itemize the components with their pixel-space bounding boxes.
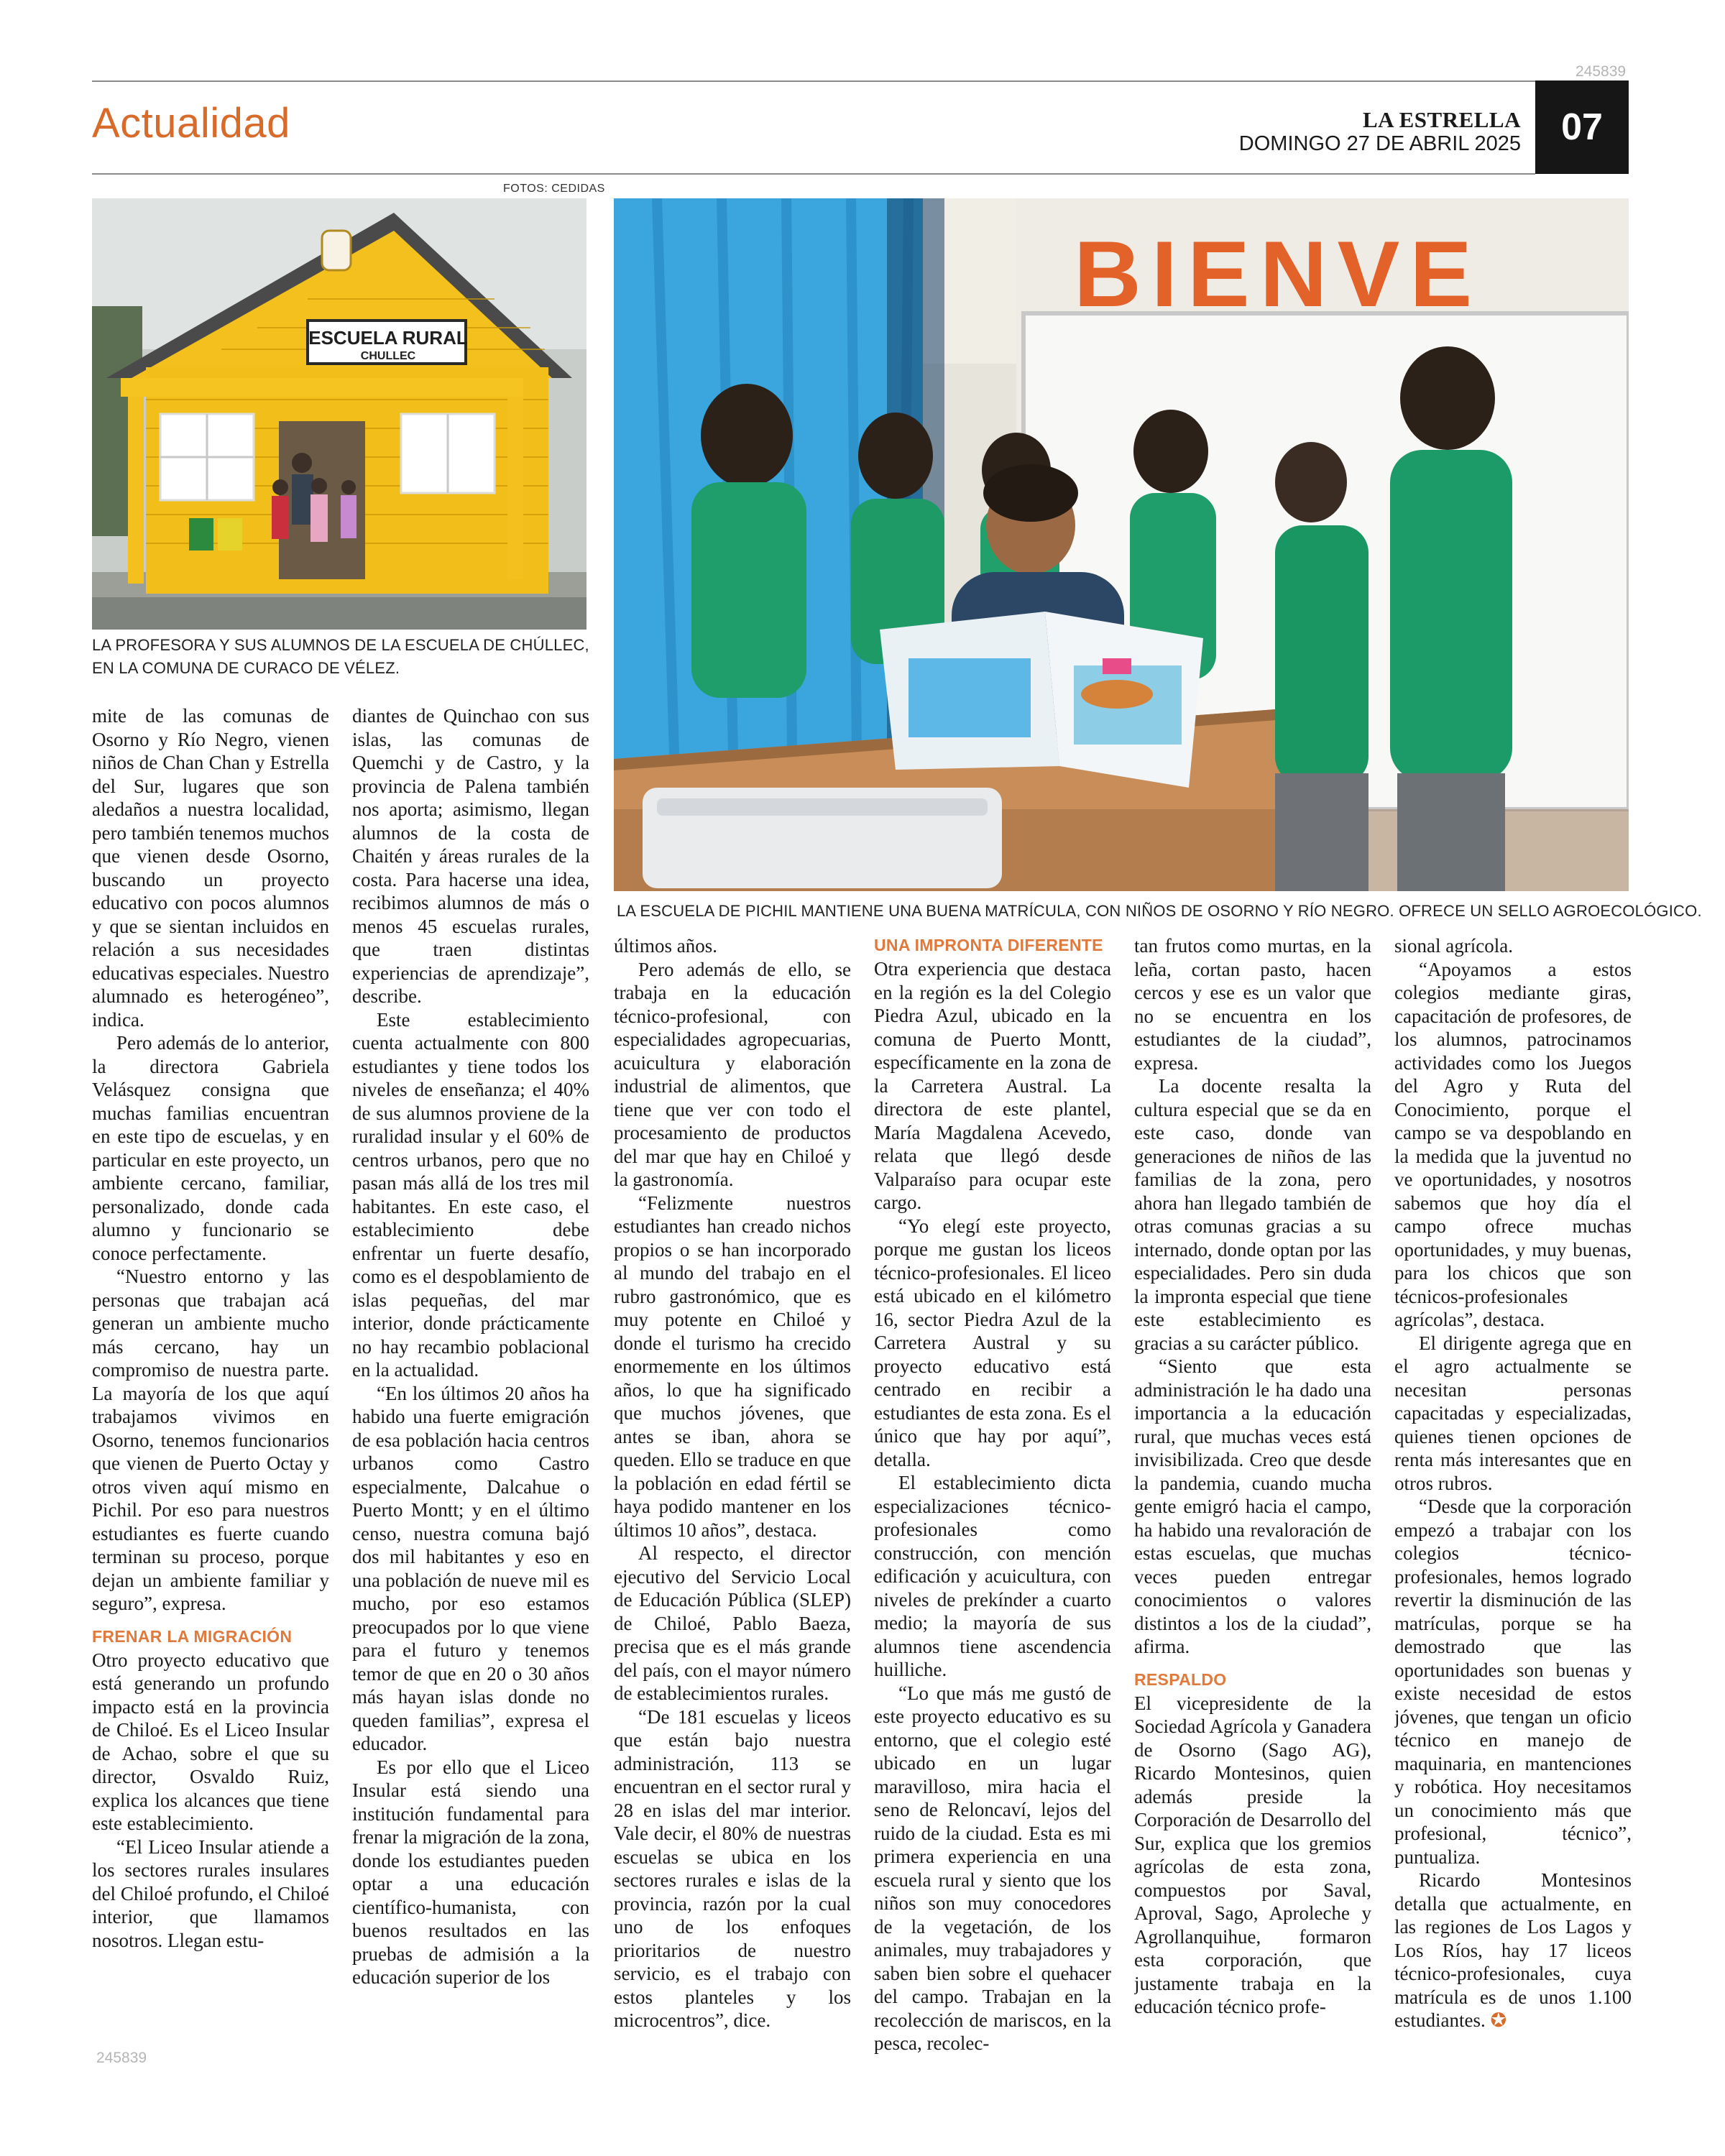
paragraph: “Apoyamos a estos colegios mediante giras, capacitación de profesores, de los alumnos, patrocinamos actividades como los Juegos del Agro y Ruta del Conocimiento, porque el campo se va despoblando en la medida que la juventud no ve oportunidades, y nosotros sabemos que hoy día el campo ofrece muchas oportunidades, y muy buenas, para los chicos que son técnicos-profesionales agrícolas”, destaca. [1394,958,1632,1330]
paragraph: “Siento que esta administración le ha dado una importancia a la educación rural, que muchas veces está invisibilizada. Creo que desde la pandemia, cuando mucha gente emigró hacia el campo, ha habido una revaloración de estas escuelas, que muchas veces pueden entregar conocimientos o valores distintos a los de la ciudad”, afirma. [1134,1355,1371,1657]
article-column-6 [1394,934,1632,2077]
page-number: 07 [1535,80,1629,174]
subheading: RESPALDO [1134,1669,1227,1689]
article-column-1 [92,704,329,2077]
classroom-banner-text: BIENVE [1074,221,1483,326]
paragraph: tan frutos como murtas, en la leña, cortan pasto, hacen cercos y ese es un valor que no se encuentra en los estudiantes de la ciudad”, expresa. [1134,935,1371,1074]
newspaper-name: LA ESTRELLA [1362,107,1521,132]
paragraph: El vicepresidente de la Sociedad Agrícola y Ganadera de Osorno (Sago AG), Ricardo Montesinos, quien además preside la Corporación de Desarrollo del Sur, explica que los gremios agrícolas de esta zona, compuestos por Saval, Aproval, Sago, Aproleche y Agrollanquihue, formaron esta corporación, que justamente trabaja en la educación técnico profe- [1134,1692,1371,2017]
paragraph: “En los últimos 20 años ha habido una fuerte emigración de esa población hacia centros urbanos como Castro especialmente, Dalcahue o Puerto Montt; y en el último censo, nuestra comuna bajó dos mil habitantes y eso en una población de nueve mil es mucho, por eso estamos preocupados por lo que viene para el futuro y tenemos temor de que en 20 o 30 años más hayan islas donde no queden familias”, expresa el educador. [352,1382,589,1754]
article-column-4 [874,934,1111,2077]
paragraph: Al respecto, el director ejecutivo del Servicio Local de Educación Pública (SLEP) de Chiloé, Pablo Baeza, precisa que es el más grande del país, con el mayor número de establecimientos rurales. [614,1542,851,1704]
paragraph: El establecimiento dicta especializaciones técnico-profesionales como construcción, con mención edificación y acuicultura, con niveles de prekínder a cuarto medio; la mayoría de sus alumnos tiene ascendencia huilliche. [874,1472,1111,1680]
paragraph: Otra experiencia que destaca en la región es la del Colegio Piedra Azul, ubicado en la comuna de Puerto Montt, específicamente en la zona de la Carretera Austral. La directora de este plantel, María Magdalena Acevedo, relata que llegó desde Valparaíso para ocupar este cargo. [874,958,1111,1213]
end-mark-icon: ✪ [1490,2009,1507,2031]
paragraph: “Nuestro entorno y las personas que trabajan acá generan un ambiente mucho más cercano, hay un compromiso de nuestra parte. La mayoría de los que aquí trabajamos vivimos en Osorno, tenemos funcionarios que vienen de Puerto Octay y otros viven aquí mismo en Pichil. Por eso para nuestros estudiantes es fuerte cuando terminan su proceso, porque dejan un ambiente familiar y seguro”, expresa. [92,1266,329,1614]
article-column-5 [1134,934,1371,2077]
section-title: Actualidad [92,100,290,147]
paragraph: mite de las comunas de Osorno y Río Negro, vienen niños de Chan Chan y Estrella del Sur, lugares que son aledaños a nuestra localidad, pero también tenemos muchos que vienen desde Osorno, buscando un proyecto educativo con pocos alumnos y que se sientan incluidos en relación a sus necesidades educativas especiales. Nuestro alumnado es heterogéneo”, indica. [92,705,329,1031]
paragraph: sional agrícola. [1394,935,1513,957]
paragraph: “Lo que más me gustó de este proyecto educativo es su entorno, que el colegio esté ubicado en un lugar maravilloso, mira hacia el seno de Reloncaví, lejos del ruido de la ciudad. Esta es mi primera experiencia en una escuela rural y siento que los niños son muy conocedores de la vegetación, de los animales, muy trabajadores y saben bien sobre el quehacer del campo. Trabajan en la recolección de mariscos, en la pesca, recolec- [874,1682,1111,2054]
classroom-photo [614,198,1629,891]
masthead [1239,108,1521,155]
subheading: FRENAR LA MIGRACIÓN [92,1626,293,1646]
paragraph [1394,1869,1632,2032]
photo-caption-main: LA ESCUELA DE PICHIL MANTIENE UNA BUENA MATRÍCULA, CON NIÑOS DE OSORNO Y RÍO NEGRO. OFRECE UN SELLO AGROECOLÓGICO. [617,902,1702,920]
paragraph: Este establecimiento cuenta actualmente con 800 estudiantes y tiene todos los niveles de enseñanza; el 40% de sus alumnos proviene de la ruralidad insular y el 60% de centros urbanos, pero que no pasan más allá de los tres mil habitantes. En este caso, el establecimiento debe enfrentar un fuerte desafío, como es el despoblamiento de islas pequeñas, del mar interior, donde prácticamente no hay recambio poblacional en la actualidad. [352,1008,589,1381]
paragraph: últimos años. [614,935,718,957]
paragraph: “El Liceo Insular atiende a los sectores rurales insulares del Chiloé profundo, el Chiloé interior, que llamamos nosotros. Llegan estu- [92,1835,329,1951]
paragraph-text: Ricardo Montesinos detalla que actualmente, en las regiones de Los Lagos y Los Ríos, hay 17 liceos técnico-profesionales, cuya matrícula es de unos 1.100 estudiantes. [1394,1869,1632,2031]
subheading: UNA IMPRONTA DIFERENTE [874,936,1103,954]
school-sign-text: ESCUELA RURAL [308,327,468,349]
school-photo [92,198,586,630]
paragraph: “Desde que la corporación empezó a trabajar con los colegios técnico-profesionales, hemos logrado revertir la disminución de las matrículas, porque se ha demostrado que las oportunidades son buenas y existe necesidad de estos jóvenes, que tengan un oficio técnico en manejo de maquinaria, en mantenciones y robótica. Hoy necesitamos un conocimiento más que profesional, técnico”, puntualiza. [1394,1496,1632,1868]
issue-date: DOMINGO 27 DE ABRIL 2025 [1238,132,1521,155]
article-column-3 [614,934,851,2077]
watermark-bottom: 245839 [96,2050,147,2066]
paragraph: “De 181 escuelas y liceos que están bajo nuestra administración, 113 se encuentran en el sector rural y 28 en islas del mar interior. Vale decir, el 80% de nuestras escuelas se ubica en los sectores rurales e islas de la provincia, razón por la cual uno de los enfoques prioritarios de nuestro servicio, es el trabajo con estos planteles y los microcentros”, dice. [614,1705,851,2031]
article-column-2 [352,704,589,2077]
paragraph: Es por ello que el Liceo Insular está siendo una institución fundamental para frenar la migración de la zona, donde los estudiantes pueden optar a una educación científico-humanista, con buenos resultados en las pruebas de admisión a la educación superior de los [352,1756,589,1988]
header-bottom-rule [92,173,1535,175]
paragraph: Pero además de lo anterior, la directora Gabriela Velásquez consigna que muchas familias encuentran en este tipo de escuelas, y en particular en este proyecto, un ambiente cercano, familiar, personalizado, donde cada alumno y funcionario se conoce perfectamente. [92,1032,329,1264]
paragraph: El dirigente agrega que en el agro actualmente se necesitan personas capacitadas y especializadas, quienes tienen opciones de renta más interesantes que en otros rubros. [1394,1332,1632,1494]
paragraph: La docente resalta la cultura especial que se da en este caso, donde van generaciones de niños de las familias de la zona, pero ahora han llegado también de otras comunas gracias a su internado, donde optan por las especialidades. Pero sin duda la impronta especial que tiene este establecimiento es gracias a su carácter público. [1134,1075,1371,1354]
paragraph: diantes de Quinchao con sus islas, las comunas de Quemchi y de Castro, y la provincia de Palena también nos aporta; asimismo, llegan alumnos de la costa de Chaitén y áreas rurales de la costa. Para hacerse una idea, recibimos alumnos de más o menos 45 escuelas rurales, que traen distintas experiencias de aprendizaje”, describe. [352,705,589,1007]
watermark-top: 245839 [1576,63,1627,80]
school-sign-subtext: CHULLEC [360,350,416,362]
photo-credit: FOTOS: CEDIDAS [503,183,605,195]
top-rule [92,80,1629,82]
paragraph: “Felizmente nuestros estudiantes han creado nichos propios o se han incorporado al mundo del trabajo en el rubro gastronómico, que es muy potente en Chiloé y donde el turismo ha crecido enormemente en los últimos años, lo que ha significado que muchos jóvenes, que antes se iban, ahora se queden. Ello se traduce en que la población en edad fértil se haya podido mantener en los últimos 10 años”, destaca. [614,1192,851,1541]
photo-caption-left: LA PROFESORA Y SUS ALUMNOS DE LA ESCUELA DE CHÚLLEC, EN LA COMUNA DE CURACO DE VÉLEZ. [92,636,589,677]
paragraph: Pero además de ello, se trabaja en la educación técnico-profesional, con especialidades agropecuarias, acuicultura y elaboración industrial de alimentos, que tiene que ver con todo el procesamiento de productos del mar que hay en Chiloé y la gastronomía. [614,958,851,1190]
paragraph: Otro proyecto educativo que está generando un profundo impacto está en la provincia de Chiloé. Es el Liceo Insular de Achao, sobre el que su director, Osvaldo Ruiz, explica los alcances que tiene este establecimiento. [92,1649,329,1834]
paragraph: “Yo elegí este proyecto, porque me gustan los liceos técnico-profesionales. El liceo está ubicado en el kilómetro 16, sector Piedra Azul de la Carretera Austral y su proyecto educativo está centrado en recibir a estudiantes de esta zona. Es el único que hay por aquí”, detalla. [874,1215,1111,1470]
